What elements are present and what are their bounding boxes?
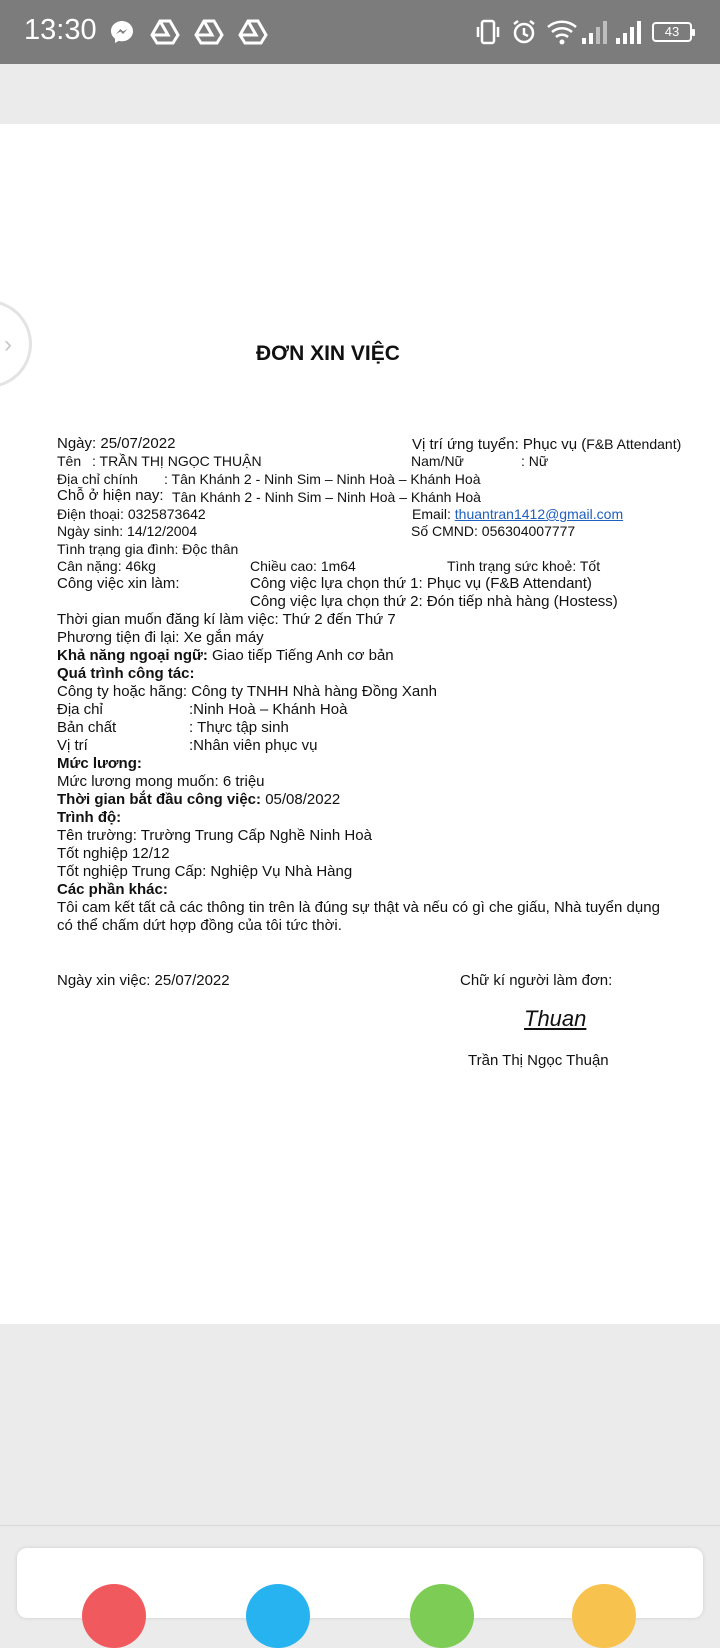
drive-icon: [238, 18, 268, 46]
document-page[interactable]: [0, 124, 720, 1324]
signer-name: Trần Thị Ngọc Thuận: [468, 1052, 609, 1069]
signal-icon: [580, 18, 610, 46]
position-label: Vị trí ứng tuyển: Phục vụ (: [412, 436, 587, 453]
email-label: Email:: [412, 506, 455, 522]
action-button-yellow[interactable]: [572, 1584, 636, 1648]
start-label: Thời gian bắt đầu công việc:: [57, 791, 262, 808]
id-card-line: Số CMND: 056304007777: [411, 523, 576, 539]
messenger-icon: [108, 18, 136, 46]
drive-icon: [194, 18, 224, 46]
role-value: :Nhân viên phục vụ: [189, 737, 318, 754]
name-label: Tên: [57, 453, 82, 469]
start-value: 05/08/2022: [261, 791, 341, 808]
action-button-green[interactable]: [410, 1584, 474, 1648]
education-heading: Trình độ:: [57, 809, 122, 826]
graduated-line: Tốt nghiệp 12/12: [57, 845, 170, 862]
action-button-red[interactable]: [82, 1584, 146, 1648]
marital-line: Tình trạng gia đình: Độc thân: [57, 541, 239, 557]
vibrate-icon: [474, 18, 502, 46]
status-time: 13:30: [24, 14, 97, 46]
exp-address-label: Địa chỉ: [57, 701, 103, 718]
alarm-icon: [510, 18, 538, 46]
commitment-line-1: Tôi cam kết tất cả các thông tin trên là đúng sự thật và nếu có gì che giấu, Nhà tuyển dụng: [57, 899, 660, 916]
height-line: Chiều cao: 1m64: [250, 558, 356, 574]
health-line: Tình trạng sức khoẻ: Tốt: [447, 558, 601, 574]
salary-heading: Mức lương:: [57, 755, 142, 772]
language-value: Giao tiếp Tiếng Anh cơ bản: [207, 647, 394, 664]
status-bar: [0, 0, 720, 64]
apply-date-line: Ngày xin việc: 25/07/2022: [57, 972, 230, 989]
job-choice-2: Công việc lựa chọn thứ 2: Đón tiếp nhà hàng (Hostess): [250, 593, 618, 610]
gender-label: Nam/Nữ: [411, 453, 464, 469]
current-address-value: Tân Khánh 2 - Ninh Sim – Ninh Hoà – Khánh Hoà: [172, 489, 481, 505]
signature: Thuan: [524, 1006, 587, 1031]
phone-line: Điện thoại: 0325873642: [57, 506, 206, 522]
exp-address-value: :Ninh Hoà – Khánh Hoà: [189, 701, 348, 718]
job-label: Công việc xin làm:: [57, 575, 180, 592]
wifi-icon: [546, 18, 578, 46]
nature-value: : Thực tập sinh: [189, 719, 289, 736]
vocational-line: Tốt nghiệp Trung Cấp: Nghiệp Vụ Nhà Hàng: [57, 863, 353, 880]
divider: [0, 1525, 720, 1526]
school-line: Tên trường: Trường Trung Cấp Nghề Ninh Hoà: [57, 827, 372, 844]
gender-value: : Nữ: [521, 453, 549, 469]
work-time-line: Thời gian muốn đăng kí làm việc: Thứ 2 đến Thứ 7: [57, 611, 396, 628]
battery-icon: 43: [652, 22, 692, 42]
birth-line: Ngày sinh: 14/12/2004: [57, 523, 198, 539]
weight-line: Cân nặng: 46kg: [57, 558, 156, 574]
address-label: Địa chỉ chính: [57, 471, 138, 487]
role-label: Vị trí: [57, 737, 88, 754]
signal-icon: [614, 18, 644, 46]
document-title: ĐƠN XIN VIỆC: [256, 342, 400, 365]
name-value: : TRẦN THỊ NGỌC THUẬN: [92, 453, 262, 469]
language-label: Khả năng ngoại ngữ:: [57, 647, 208, 664]
nature-label: Bản chất: [57, 719, 117, 736]
drive-icon: [150, 18, 180, 46]
commitment-line-2: có thể chấm dứt hợp đồng của tôi tức thời.: [57, 917, 342, 934]
company-line: Công ty hoặc hãng: Công ty TNHH Nhà hàng Đồng Xanh: [57, 683, 437, 700]
email-link[interactable]: thuantran1412@gmail.com: [454, 506, 624, 522]
address-value: : Tân Khánh 2 - Ninh Sim – Ninh Hoà – Khánh Hoà: [164, 471, 481, 487]
experience-heading: Quá trình công tác:: [57, 665, 195, 682]
transport-line: Phương tiện đi lại: Xe gắn máy: [57, 629, 264, 646]
date-line: Ngày: 25/07/2022: [57, 435, 176, 452]
position-value: F&B Attendant): [586, 436, 682, 452]
job-choice-1: Công việc lựa chọn thứ 1: Phục vụ (F&B Attendant): [250, 575, 592, 592]
email-line: [412, 505, 623, 523]
document-content: [0, 124, 720, 1324]
chevron-right-icon: ›: [4, 331, 12, 358]
current-address-label: Chỗ ở hiện nay:: [57, 487, 164, 504]
salary-line: Mức lương mong muốn: 6 triệu: [57, 773, 265, 790]
action-button-blue[interactable]: [246, 1584, 310, 1648]
language-line: [57, 647, 394, 665]
start-line: [57, 791, 340, 809]
other-heading: Các phần khác:: [57, 881, 168, 898]
signature-label: Chữ kí người làm đơn:: [460, 972, 613, 989]
